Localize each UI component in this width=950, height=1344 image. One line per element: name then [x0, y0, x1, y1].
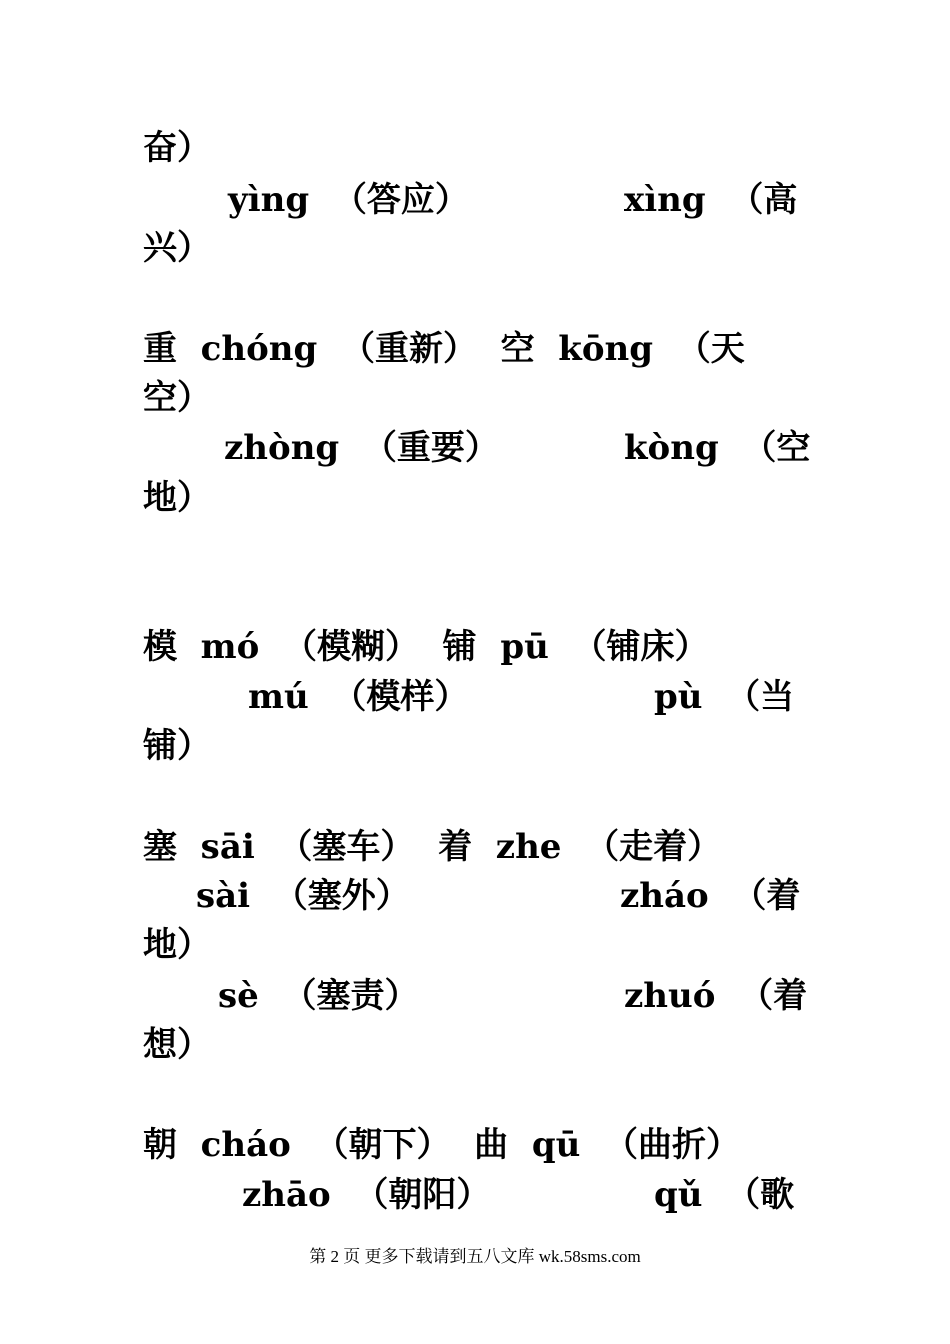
- text-line: 奋）: [143, 128, 211, 168]
- text-line: zhuó （着: [624, 976, 808, 1016]
- text-line: 朝 cháo （朝下） 曲 qū （曲折）: [143, 1125, 740, 1165]
- text-line: 模 mó （模糊） 铺 pū （铺床）: [143, 627, 709, 667]
- text-line: zháo （着: [620, 876, 801, 916]
- text-line: 地）: [143, 925, 211, 965]
- text-line: 地）: [143, 478, 211, 518]
- text-line: qǔ （歌: [654, 1175, 795, 1215]
- text-line: 空）: [143, 378, 211, 418]
- text-line: 兴）: [143, 228, 211, 268]
- text-line: 铺）: [143, 726, 211, 766]
- text-line: kòng （空: [624, 428, 811, 468]
- text-line: zhòng （重要）: [224, 428, 499, 468]
- text-line: pù （当: [654, 677, 795, 717]
- text-line: zhāo （朝阳）: [242, 1175, 491, 1215]
- text-line: mú （模样）: [248, 677, 469, 717]
- text-line: 塞 sāi （塞车） 着 zhe （走着）: [143, 827, 722, 867]
- page-footer: 第 2 页 更多下载请到五八文库 wk.58sms.com: [309, 1247, 641, 1266]
- text-line: sài （塞外）: [196, 876, 410, 916]
- text-line: xìng （高: [624, 180, 798, 220]
- text-line: 想）: [143, 1025, 211, 1065]
- text-line: 重 chóng （重新） 空 kōng （天: [143, 329, 745, 369]
- text-line: sè （塞责）: [218, 976, 419, 1016]
- text-line: yìng （答应）: [228, 180, 469, 220]
